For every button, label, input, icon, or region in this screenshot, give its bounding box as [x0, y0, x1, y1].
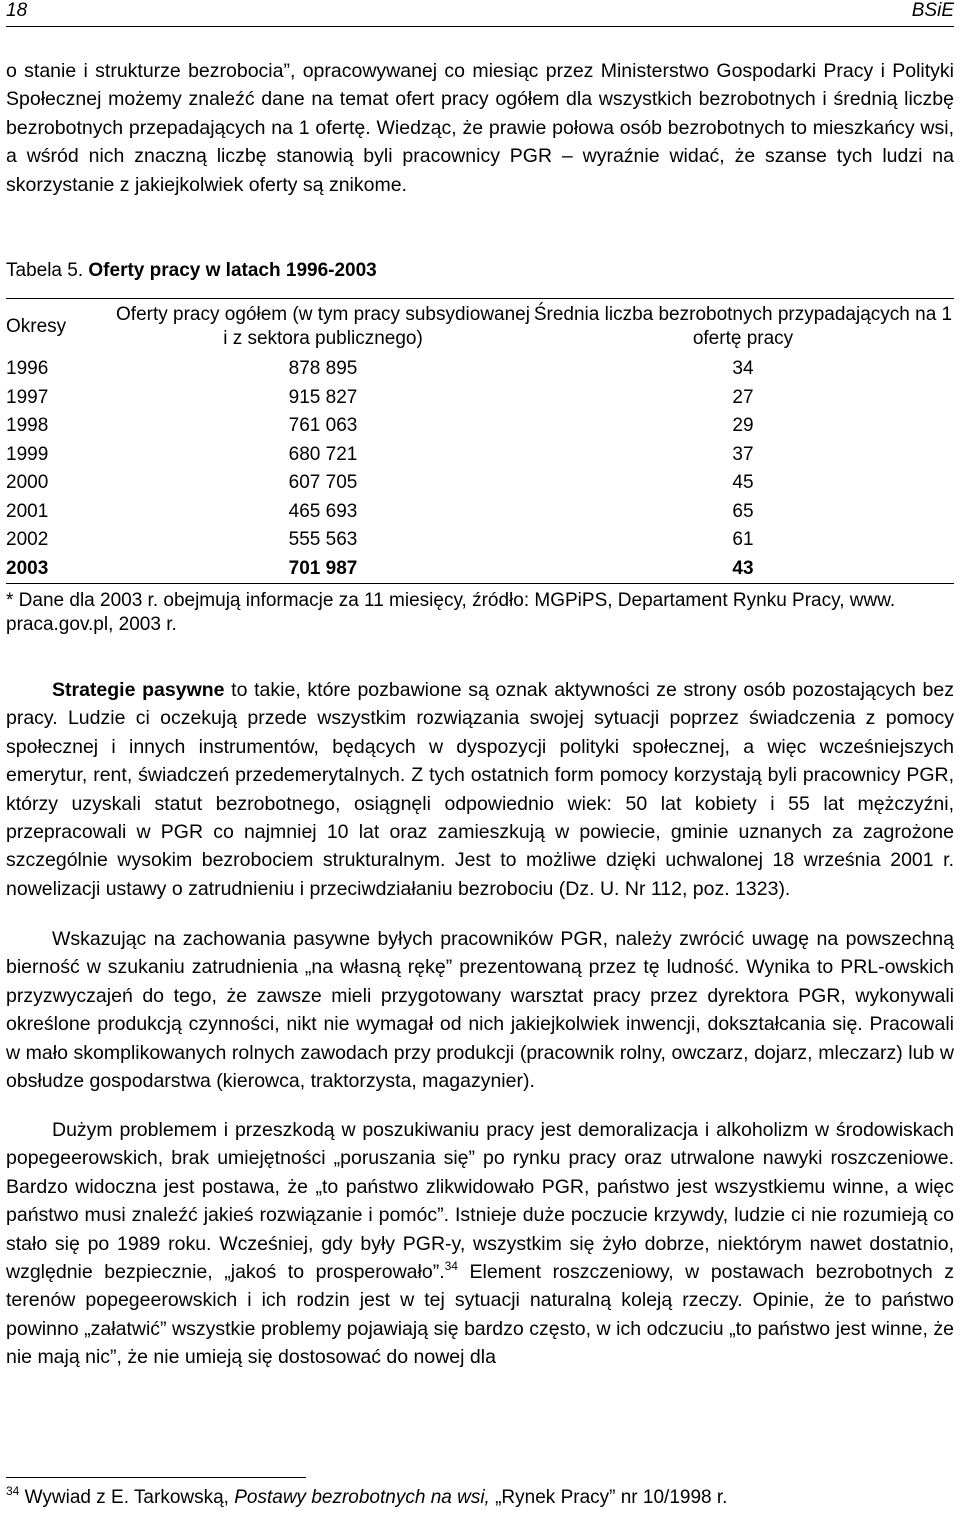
cell-offers: 878 895	[288, 358, 358, 380]
table-row	[6, 498, 954, 527]
cell-offers: 555 563	[288, 529, 358, 551]
paragraph-text: Element roszczeniowy, w postawach bezrobotnych z terenów popegeerowskich i ich rodzin jest w tej sytuacji naturalną koleją rzeczy. Opinie, że to państwo powinno „załatwić” wszystkie problemy pojawiają się bardzo często, w ich odczuciu „to państwo jest winne, że nie mają nic”, że nie umieją się dostosować do nowej dla	[6, 1261, 954, 1369]
footnote-author: Wywiad z E. Tarkowską,	[24, 1487, 229, 1508]
column-header-offers: Oferty pracy ogółem (w tym pracy subsydiowanej i z sektora publicznego)	[116, 304, 530, 349]
cell-ratio: 43	[732, 557, 754, 579]
table-row	[6, 441, 954, 470]
paragraph-text: Dużym problemem i przeszkodą w poszukiwaniu pracy jest demoralizacja i alkoholizm w środowiskach popegeerowskich, brak umiejętności „poruszania się” po rynku pracy oraz utrwalone nawyki roszczeniowe. Bardzo widoczna jest postawa, że „to państwo zlikwidowało PGR, państwo jest wszystkiemu winne, a więc państwo musi znaleźć jakieś rozwiązanie i pomóc”. Istnieje duże poczucie krzywdy, ludzie ci nie rozumieją co stało się po 1989 roku. Wcześniej, gdy były PGR-y, wszystkim się żyło dobrze, niektórym nawet dostatnio, względnie bezpiecznie, „jakoś to prosperowało”.	[6, 1119, 954, 1284]
cell-offers: 915 827	[288, 386, 358, 408]
footnote-reference[interactable]: 34	[444, 1259, 458, 1274]
cell-ratio: 61	[732, 529, 754, 551]
table-caption	[6, 260, 377, 282]
column-header-period: Okresy	[6, 316, 67, 337]
cell-offers: 701 987	[288, 557, 358, 579]
cell-year: 1997	[6, 386, 49, 408]
footnote-separator	[6, 1477, 306, 1478]
table-row	[6, 526, 954, 555]
page-header	[0, 0, 960, 32]
cell-offers: 465 693	[288, 500, 358, 522]
table-note: * Dane dla 2003 r. obejmują informacje za 11 miesięcy, źródło: MGPiPS, Departament Rynku Pracy, www. praca.gov.pl, 2003 r.	[6, 590, 896, 635]
paragraph-passive-strategies	[6, 676, 954, 903]
table-header-row	[6, 299, 954, 356]
cell-year: 2003	[6, 557, 49, 579]
cell-ratio: 45	[732, 472, 754, 494]
cell-year: 2002	[6, 529, 49, 551]
term-passive-strategies: Strategie pasywne	[52, 679, 225, 701]
table-caption-label: Tabela 5.	[6, 260, 84, 281]
footnote-source: „Rynek Pracy” nr 10/1998 r.	[495, 1487, 728, 1508]
cell-ratio: 27	[732, 386, 754, 408]
cell-year: 2000	[6, 472, 49, 494]
paragraph-passive-behaviour: Wskazując na zachowania pasywne byłych pracowników PGR, należy zwrócić uwagę na powszechną bierność w szukaniu zatrudnienia „na własną rękę” prezentowaną przez tę ludność. Wynika to PRL-owskich przyzwyczajeń do tego, że zawsze mieli przygotowany warsztat pracy przez dyrektora PGR, wykonywali określone produkcją czynności, nikt nie wymagał od nich jakiejkolwiek inwencji, dokształcania się. Pracowali w mało skomplikowanych rolnych zawodach przy produkcji (pracownik rolny, owczarz, dojarz, mleczarz) lub w obsłudze gospodarstwa (kierowca, traktorzysta, magazynier).	[6, 928, 954, 1093]
cell-year: 1998	[6, 415, 49, 437]
job-offers-table	[6, 298, 954, 584]
cell-ratio: 34	[732, 358, 754, 380]
header-rule	[6, 26, 954, 27]
cell-ratio: 65	[732, 500, 754, 522]
table-row	[6, 384, 954, 413]
cell-offers: 761 063	[288, 415, 358, 437]
footnote	[6, 1484, 954, 1512]
cell-offers: 680 721	[288, 443, 358, 465]
paragraph-demoralization	[6, 1116, 954, 1372]
cell-ratio: 37	[732, 443, 754, 465]
table-row	[6, 412, 954, 441]
cell-ratio: 29	[732, 415, 754, 437]
cell-offers: 607 705	[288, 472, 358, 494]
footnote-title: Postawy bezrobotnych na wsi,	[234, 1487, 490, 1508]
publication-name: BSiE	[911, 0, 954, 21]
cell-year: 2001	[6, 500, 49, 522]
cell-year: 1999	[6, 443, 49, 465]
cell-year: 1996	[6, 358, 49, 380]
table-row-highlighted	[6, 555, 954, 584]
paragraph-text: to takie, które pozbawione są oznak aktywności ze strony osób pozostających bez pracy. Ludzie ci oczekują przede wszystkim rozwiązania swojej sytuacji poprzez świadczenia z pomocy społecznej i innych instrumentów, będących w dyspozycji polityki społecznej, a więc wcześniejszych emerytur, rent, świadczeń przedemerytalnych. Z tych ostatnich form pomocy korzystają byli pracownicy PGR, którzy uzyskali statut bezrobotnego, osiągnęli odpowiednio wiek: 50 lat kobiety i 55 lat mężczyźni, przepracowali w PGR co najmniej 10 lat oraz zamieszkują w powiecie, gminie uznanych za zagrożone szczególnie wysokim bezrobociem strukturalnym. Jest to możliwe dzięki uchwalonej 18 września 2001 r. nowelizacji ustawy o zatrudnieniu i przeciwdziałaniu bezrobociu (Dz. U. Nr 112, poz. 1323).	[6, 679, 954, 900]
table-row	[6, 469, 954, 498]
paragraph-intro: o stanie i strukturze bezrobocia”, opracowywanej co miesiąc przez Ministerstwo Gospodarki Pracy i Polityki Społecznej możemy znaleźć dane na temat ofert pracy ogółem dla wszystkich bezrobotnych i średnią liczbę bezrobotnych przepadających na 1 ofertę. Wiedząc, że prawie połowa osób bezrobotnych to mieszkańcy wsi, a wśród nich znaczną liczbę stanowią byli pracownicy PGR – wyraźnie widać, że szanse tych ludzi na skorzystanie z jakiejkolwiek oferty są znikome.	[6, 60, 954, 196]
table-caption-title: Oferty pracy w latach 1996-2003	[88, 260, 377, 281]
table-row	[6, 355, 954, 384]
footnote-number: 34	[6, 1484, 20, 1498]
page-number: 18	[6, 0, 28, 21]
column-header-unemployed-per-offer: Średnia liczba bezrobotnych przypadających na 1 ofertę pracy	[533, 304, 953, 349]
